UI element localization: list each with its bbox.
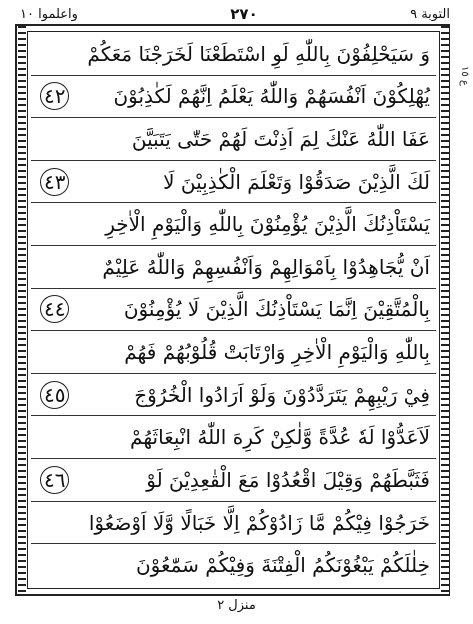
- text-line: بِاللّٰهِ وَالْيَوْمِ الْاٰخِرِ وَارْتَابَتْ قُلُوْبُهُمْ فَهُمْ: [31, 331, 436, 374]
- surah-name: التوبة ٩: [410, 6, 450, 22]
- text-line: عَفَا اللّٰهُ عَنْكَ لِمَ اَذِنْتَ لَهُمْ حَتّٰى يَتَبَيَّنَ: [31, 118, 436, 161]
- text-lines: [31, 33, 436, 586]
- ayah-marker: ٤٤: [40, 295, 69, 323]
- text-line: يَسْتَاْذِنُكَ الَّذِيْنَ يُؤْمِنُوْنَ بِاللّٰهِ وَالْيَوْمِ الْاٰخِرِ: [31, 203, 436, 246]
- text-line: يُهْلِكُوْنَ اَنْفُسَهُمْ وَاللّٰهُ يَعْلَمُ اِنَّهُمْ لَكٰذِبُوْنَ ٤٢: [31, 76, 436, 119]
- text-line: فَثَبَّطَهُمْ وَقِيْلَ اقْعُدُوْا مَعَ الْقٰعِدِيْنَ لَوْ ٤٦: [31, 459, 436, 502]
- juz-name: واعلموا ١٠: [20, 6, 78, 22]
- page-header: [20, 4, 450, 24]
- text-line: وَ سَيَحْلِفُوْنَ بِاللّٰهِ لَوِ اسْتَطَعْنَا لَخَرَجْنَا مَعَكُمْ: [31, 33, 436, 76]
- text-line: خِلٰلَكُمْ يَبْغُوْنَكُمُ الْفِتْنَةَ وَفِيْكُمْ سَمّٰعُوْنَ: [135, 553, 430, 578]
- ruku-margin-marker: ع ١٥: [459, 66, 470, 86]
- left-border-pattern: [18, 26, 26, 594]
- text-line: اَنْ يُّجَاهِدُوْا بِاَمْوَالِهِمْ وَاَنْفُسِهِمْ وَاللّٰهُ عَلِيْمٌ: [31, 246, 436, 289]
- text-line: لَاَعَدُّوْا لَهٗ عُدَّةً وَّلٰكِنْ كَرِهَ اللّٰهُ انْبِعَاثَهُمْ: [31, 416, 436, 459]
- ayah-marker: ٤٣: [40, 168, 69, 196]
- text-line: فِيْ رَيْبِهِمْ يَتَرَدَّدُوْنَ وَلَوْ اَرَادُوا الْخُرُوْجَ ٤٥: [31, 374, 436, 417]
- manzil-footer: منزل ٢: [217, 598, 256, 613]
- text-line: بِالْمُتَّقِيْنَ اِنَّمَا يَسْتَاْذِنُكَ الَّذِيْنَ لَا يُؤْمِنُوْنَ ٤٤: [31, 289, 436, 332]
- ayah-marker: ٤٢: [40, 82, 69, 110]
- right-border-pattern: [441, 26, 449, 594]
- text-line: خَرَجُوْا فِيْكُمْ مَّا زَادُوْكُمْ اِلَّا خَبَالًا وَّلَا اَوْضَعُوْا: [31, 502, 436, 545]
- ayah-marker: ٤٦: [40, 466, 69, 494]
- text-line: لَكَ الَّذِيْنَ صَدَقُوْا وَتَعْلَمَ الْكٰذِبِيْنَ لَا ٤٣: [31, 161, 436, 204]
- ayah-marker: ٤٥: [40, 381, 69, 409]
- page-number: ٢٧٠: [230, 5, 258, 23]
